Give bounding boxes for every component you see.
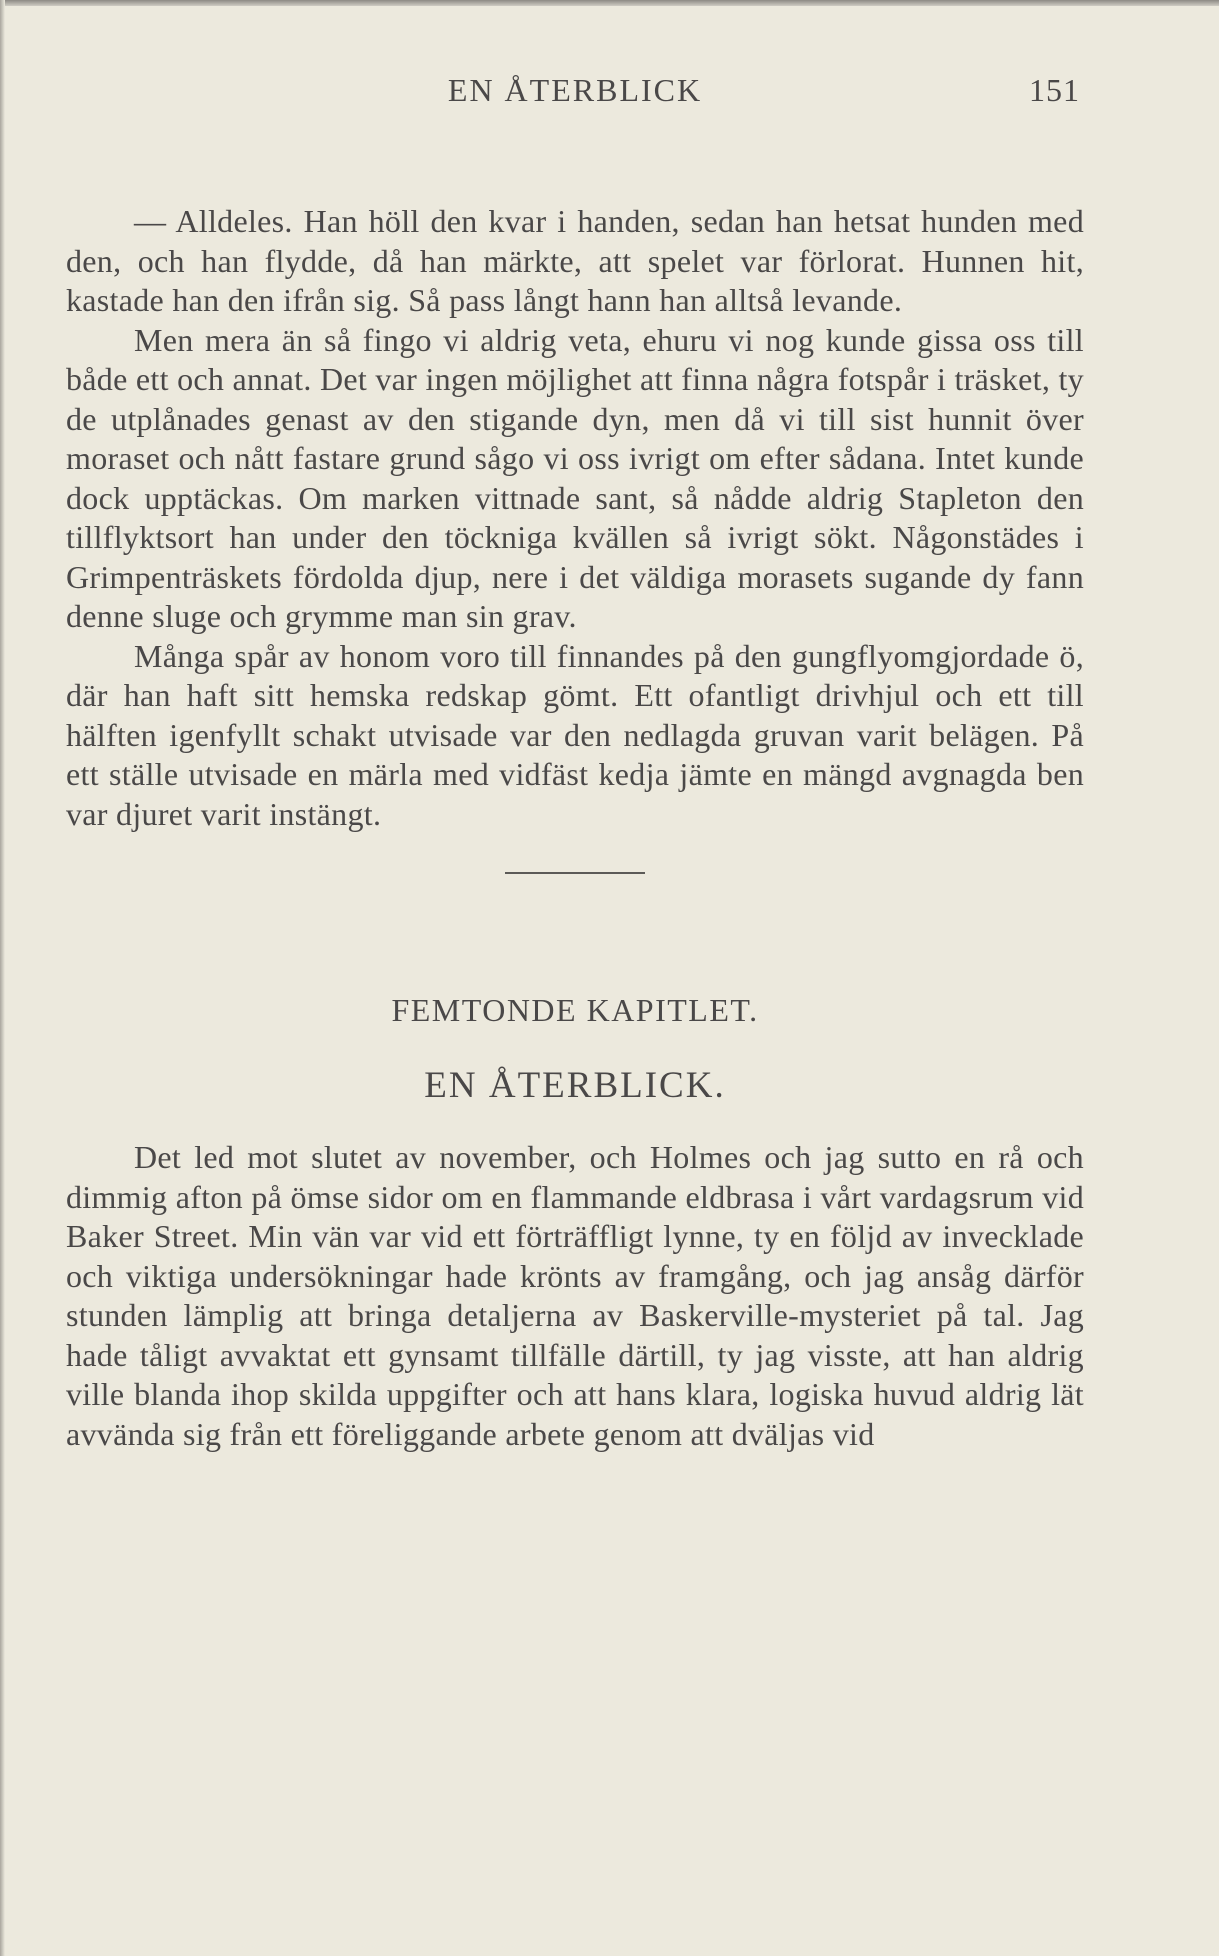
book-page <box>66 60 1084 1454</box>
paragraph: Det led mot slutet av november, och Holmes och jag sutto en rå och dimmig afton på ömse sidor om en flammande eldbrasa i vårt vardagsrum vid Baker Street. Min vän var vid ett förträffligt lynne, ty en följd av invecklade och viktiga undersökningar hade krönts av framgång, och jag ansåg därför stunden lämplig att bringa detaljerna av Baskerville-mysteriet på tal. Jag hade tåligt avvaktat ett gynsamt tillfälle därtill, ty jag visste, att han aldrig ville blanda ihop skilda uppgifter och att hans klara, logiska huvud aldrig lät avvända sig från ett föreliggande arbete genom att dväljas vid <box>66 1139 1084 1452</box>
chapter-label: FEMTONDE KAPITLET. <box>391 992 759 1028</box>
page-left-edge <box>0 0 5 1956</box>
paragraph: — Alldeles. Han höll den kvar i handen, sedan han hetsat hunden med den, och han flydde, då han märkte, att spelet var förlorat. Hunnen hit, kastade han den ifrån sig. Så pass långt hann han alltså levande. <box>66 203 1084 318</box>
section-one-text <box>66 202 1084 834</box>
paragraph: Men mera än så fingo vi aldrig veta, ehuru vi nog kunde gissa oss till både ett och annat. Det var ingen möjlighet att finna några fotspår i träsket, ty de utplånades genast av den stigande dyn, men då vi till sist hunnit över moraset och nått fastare grund sågo vi oss ivrigt om efter sådana. Intet kunde dock upptäckas. Om marken vittnade sant, så nådde aldrig Stapleton den tillflyktsort han under den töckniga kvällen så ivrigt sökt. Någonstädes i Grimpenträskets fördolda djup, nere i det väldiga morasets sugande dy fann denne sluge och grymme man sin grav. <box>66 321 1084 634</box>
page-top-edge <box>0 0 1219 6</box>
running-head <box>66 60 1084 120</box>
chapter-title: EN ÅTERBLICK. <box>424 1065 726 1106</box>
page-number: 151 <box>1029 72 1080 108</box>
section-two-text <box>66 1138 1084 1454</box>
section-divider <box>505 872 645 874</box>
running-title: EN ÅTERBLICK <box>447 72 703 108</box>
paragraph: Många spår av honom voro till finnandes på den gungflyomgjordade ö, där han haft sitt hemska redskap gömt. Ett ofantligt drivhjul och ett till hälften igenfyllt schakt utvisade var den nedlagda gruvan varit belägen. På ett ställe utvisade en märla med vidfäst kedja jämte en mängd avgnagda ben var djuret varit instängt. <box>66 637 1084 832</box>
